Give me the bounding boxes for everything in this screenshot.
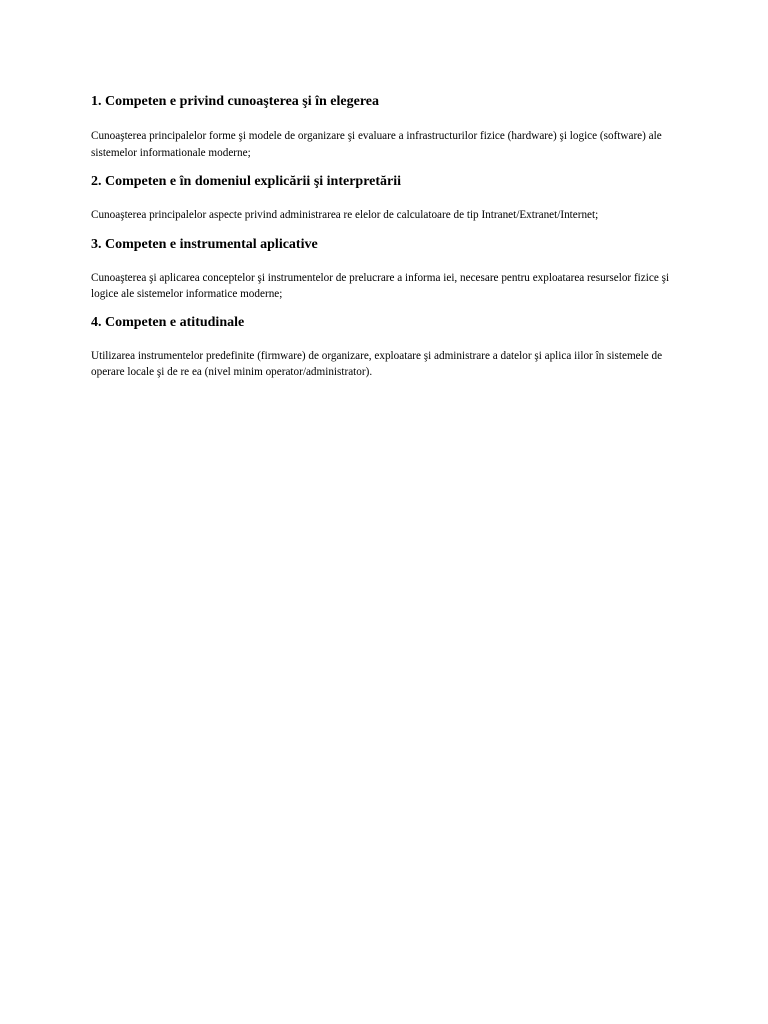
section-4	[91, 313, 681, 381]
document-content	[91, 92, 681, 381]
section-heading: 4. Competen e atitudinale	[91, 314, 245, 330]
section-2	[91, 172, 681, 224]
section-1	[91, 92, 681, 161]
section-heading: 2. Competen e în domeniul explicării şi interpretării	[91, 174, 402, 189]
section-heading: 1. Competen e privind cunoaşterea şi în elegerea	[91, 94, 380, 109]
section-body: Utilizarea instrumentelor predefinite (firmware) de organizare, exploatare şi administrare a datelor şi aplica iilor în sistemele de operare locale şi de re ea (nivel minim operator/administrator).	[91, 349, 663, 378]
section-heading: 3. Competen e instrumental aplicative	[91, 236, 318, 252]
section-body: Cunoaşterea şi aplicarea conceptelor şi instrumentelor de prelucrare a informa iei, necesare pentru exploatarea resurselor fizice şi logice ale sistemelor informatice moderne;	[91, 271, 670, 300]
section-3	[91, 235, 681, 303]
section-body: Cunoaşterea principalelor forme şi modele de organizare şi evaluare a infrastructurilor fizice (hardware) şi logice (software) ale sistemelor informationale moderne;	[91, 130, 662, 159]
section-body: Cunoaşterea principalelor aspecte privind administrarea re elelor de calculatoare de tip Intranet/Extranet/Internet;	[91, 209, 599, 221]
